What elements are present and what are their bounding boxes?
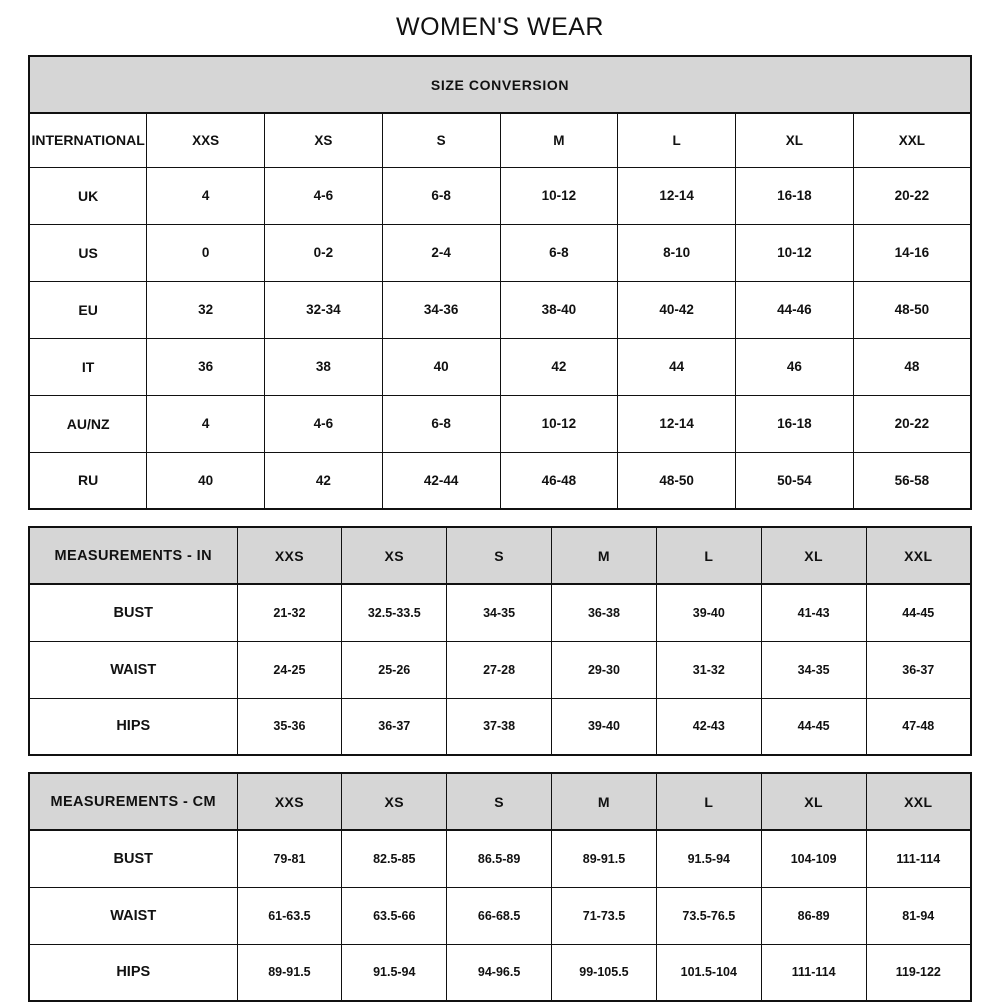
table-row: [29, 584, 971, 641]
measurements-cm-header-cell: M: [552, 773, 657, 830]
cell: 86-89: [761, 887, 866, 944]
conversion-header-row: [29, 113, 971, 167]
cell: 6-8: [382, 167, 500, 224]
table-row: [29, 224, 971, 281]
cell: 63.5-66: [342, 887, 447, 944]
cell: 42-43: [656, 698, 761, 755]
cell: 36: [147, 338, 265, 395]
measurements-cm-header-cell: XS: [342, 773, 447, 830]
table-row: [29, 281, 971, 338]
cell: 82.5-85: [342, 830, 447, 887]
cell: 104-109: [761, 830, 866, 887]
conversion-header-cell: M: [500, 113, 618, 167]
cell: 24-25: [237, 641, 342, 698]
cell: 35-36: [237, 698, 342, 755]
cell: 91.5-94: [342, 944, 447, 1001]
cell: 12-14: [618, 395, 736, 452]
cell: 42-44: [382, 452, 500, 509]
row-label: IT: [29, 338, 147, 395]
cell: 36-37: [866, 641, 971, 698]
table-row: [29, 167, 971, 224]
cell: 50-54: [736, 452, 854, 509]
cell: 73.5-76.5: [656, 887, 761, 944]
cell: 61-63.5: [237, 887, 342, 944]
cell: 47-48: [866, 698, 971, 755]
cell: 4-6: [265, 167, 383, 224]
measurements-cm-header-cell: XL: [761, 773, 866, 830]
cell: 46-48: [500, 452, 618, 509]
cell: 6-8: [500, 224, 618, 281]
cell: 48-50: [618, 452, 736, 509]
cell: 4-6: [265, 395, 383, 452]
cell: 0-2: [265, 224, 383, 281]
cell: 0: [147, 224, 265, 281]
cell: 101.5-104: [656, 944, 761, 1001]
measurements-cm-table: [28, 772, 972, 1002]
measurements-cm-header-row: [29, 773, 971, 830]
cell: 44-45: [761, 698, 866, 755]
conversion-header-cell: XS: [265, 113, 383, 167]
cell: 16-18: [736, 167, 854, 224]
table-row: [29, 452, 971, 509]
measurements-in-header-cell: M: [552, 527, 657, 584]
measurements-in-header-cell: XL: [761, 527, 866, 584]
cell: 40-42: [618, 281, 736, 338]
measurements-cm-header-cell: XXL: [866, 773, 971, 830]
cell: 39-40: [552, 698, 657, 755]
cell: 36-38: [552, 584, 657, 641]
cell: 81-94: [866, 887, 971, 944]
cell: 16-18: [736, 395, 854, 452]
cell: 32: [147, 281, 265, 338]
table-row: [29, 641, 971, 698]
row-label: AU/NZ: [29, 395, 147, 452]
cell: 42: [265, 452, 383, 509]
cell: 40: [147, 452, 265, 509]
measurements-cm-header-cell: XXS: [237, 773, 342, 830]
measurements-in-header-cell: L: [656, 527, 761, 584]
measurements-in-header-cell: MEASUREMENTS - IN: [29, 527, 237, 584]
measurements-cm-header-cell: S: [447, 773, 552, 830]
cell: 10-12: [736, 224, 854, 281]
row-label: HIPS: [29, 698, 237, 755]
cell: 4: [147, 167, 265, 224]
cell: 2-4: [382, 224, 500, 281]
cell: 12-14: [618, 167, 736, 224]
conversion-header-cell: S: [382, 113, 500, 167]
measurements-cm-header-cell: MEASUREMENTS - CM: [29, 773, 237, 830]
measurements-in-header-row: [29, 527, 971, 584]
cell: 34-35: [447, 584, 552, 641]
cell: 32-34: [265, 281, 383, 338]
measurements-in-table: [28, 526, 972, 756]
cell: 31-32: [656, 641, 761, 698]
table-row: [29, 395, 971, 452]
cell: 10-12: [500, 167, 618, 224]
measurements-in-header-cell: XXS: [237, 527, 342, 584]
cell: 44-45: [866, 584, 971, 641]
cell: 111-114: [761, 944, 866, 1001]
conversion-header-cell: INTERNATIONAL: [29, 113, 147, 167]
conversion-banner: SIZE CONVERSION: [29, 56, 971, 113]
cell: 25-26: [342, 641, 447, 698]
row-label: RU: [29, 452, 147, 509]
row-label: BUST: [29, 584, 237, 641]
row-label: WAIST: [29, 641, 237, 698]
cell: 38-40: [500, 281, 618, 338]
table-row: [29, 944, 971, 1001]
cell: 6-8: [382, 395, 500, 452]
cell: 42: [500, 338, 618, 395]
cell: 14-16: [853, 224, 971, 281]
conversion-banner-row: [29, 56, 971, 113]
cell: 66-68.5: [447, 887, 552, 944]
cell: 39-40: [656, 584, 761, 641]
cell: 86.5-89: [447, 830, 552, 887]
conversion-header-cell: L: [618, 113, 736, 167]
cell: 79-81: [237, 830, 342, 887]
cell: 41-43: [761, 584, 866, 641]
conversion-header-cell: XL: [736, 113, 854, 167]
cell: 4: [147, 395, 265, 452]
row-label: HIPS: [29, 944, 237, 1001]
row-label: WAIST: [29, 887, 237, 944]
measurements-in-header-cell: XXL: [866, 527, 971, 584]
row-label: US: [29, 224, 147, 281]
row-label: UK: [29, 167, 147, 224]
conversion-header-cell: XXL: [853, 113, 971, 167]
cell: 44-46: [736, 281, 854, 338]
cell: 8-10: [618, 224, 736, 281]
table-row: [29, 338, 971, 395]
table-row: [29, 887, 971, 944]
cell: 40: [382, 338, 500, 395]
cell: 34-36: [382, 281, 500, 338]
cell: 10-12: [500, 395, 618, 452]
table-row: [29, 698, 971, 755]
cell: 91.5-94: [656, 830, 761, 887]
row-label: EU: [29, 281, 147, 338]
cell: 29-30: [552, 641, 657, 698]
cell: 94-96.5: [447, 944, 552, 1001]
cell: 20-22: [853, 395, 971, 452]
cell: 21-32: [237, 584, 342, 641]
cell: 34-35: [761, 641, 866, 698]
cell: 20-22: [853, 167, 971, 224]
cell: 99-105.5: [552, 944, 657, 1001]
measurements-in-header-cell: XS: [342, 527, 447, 584]
cell: 111-114: [866, 830, 971, 887]
cell: 27-28: [447, 641, 552, 698]
row-label: BUST: [29, 830, 237, 887]
cell: 48: [853, 338, 971, 395]
measurements-in-header-cell: S: [447, 527, 552, 584]
cell: 89-91.5: [552, 830, 657, 887]
cell: 36-37: [342, 698, 447, 755]
cell: 37-38: [447, 698, 552, 755]
cell: 56-58: [853, 452, 971, 509]
cell: 71-73.5: [552, 887, 657, 944]
cell: 89-91.5: [237, 944, 342, 1001]
cell: 48-50: [853, 281, 971, 338]
page-title: WOMEN'S WEAR: [396, 13, 604, 41]
cell: 32.5-33.5: [342, 584, 447, 641]
cell: 119-122: [866, 944, 971, 1001]
table-row: [29, 830, 971, 887]
measurements-cm-header-cell: L: [656, 773, 761, 830]
cell: 46: [736, 338, 854, 395]
cell: 38: [265, 338, 383, 395]
size-conversion-table: [28, 55, 972, 510]
conversion-header-cell: XXS: [147, 113, 265, 167]
cell: 44: [618, 338, 736, 395]
